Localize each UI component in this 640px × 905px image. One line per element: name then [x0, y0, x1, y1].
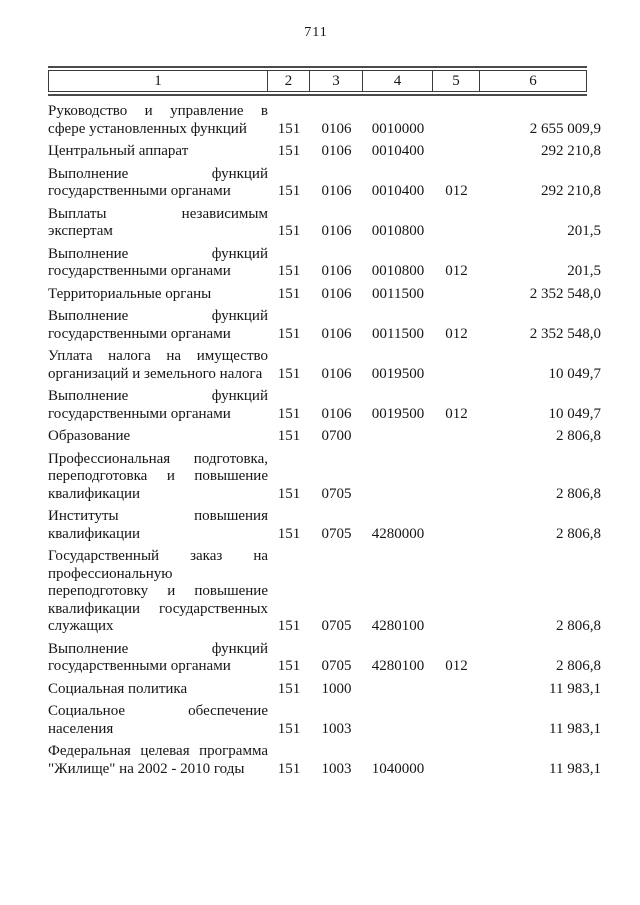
row-expense-type-code-cell: 012 [445, 183, 468, 199]
row-amount-cell: 2 655 009,9 [529, 120, 601, 137]
table-row [48, 543, 601, 636]
row-name-cell: Руководство и управление в сфере установленных функций [48, 103, 268, 137]
row-section-code-cell: 0705 [321, 525, 352, 542]
row-name-cell: Выплаты независимым экспертам [48, 205, 268, 239]
row-amount-cell: 292 210,8 [541, 183, 601, 199]
header-col-3: 3 [310, 70, 363, 92]
table-row [48, 698, 601, 738]
budget-table [48, 66, 601, 778]
row-name-cell: Социальное обеспечение населения [48, 703, 268, 737]
row-expense-type-code-cell: 012 [445, 325, 468, 342]
row-expense-type-code-cell [433, 138, 480, 161]
header-col-5: 5 [433, 70, 480, 92]
row-expense-type-code-cell: 012 [445, 263, 468, 279]
row-target-item-code-cell: 0010800 [371, 223, 425, 239]
row-target-item-code-cell: 4280100 [371, 658, 425, 674]
row-section-code-cell: 0705 [321, 485, 352, 502]
row-section-code-cell: 0106 [321, 183, 352, 199]
row-amount-cell: 11 983,1 [549, 760, 601, 777]
row-target-item-code-cell: 4280000 [371, 525, 425, 542]
table-row [48, 343, 601, 383]
row-target-item-code-cell: 0010400 [371, 183, 425, 199]
row-amount-cell: 2 806,8 [556, 525, 601, 542]
row-amount-cell: 201,5 [567, 223, 601, 239]
header-col-1: 1 [48, 70, 268, 92]
table-header-bottom-rule [48, 94, 587, 96]
row-section-code-cell: 0705 [321, 618, 352, 634]
row-target-item-code-cell: 0019500 [371, 405, 425, 422]
row-name-cell: Государственный заказ на профессиональную переподготовку и повышение квалификации государственных служащих [48, 548, 268, 634]
row-section-code-cell: 0106 [321, 405, 352, 422]
row-name-cell: Социальная политика [48, 680, 188, 697]
header-col-2: 2 [268, 70, 310, 92]
row-expense-type-code-cell [433, 676, 480, 699]
row-section-code-cell: 0106 [321, 143, 352, 159]
row-section-code-cell: 1003 [321, 760, 352, 777]
table-row [48, 303, 601, 343]
row-chapter-code-cell: 151 [277, 325, 301, 342]
row-expense-type-code-cell [433, 343, 480, 383]
row-chapter-code-cell: 151 [277, 120, 301, 137]
table-header-row [48, 70, 587, 92]
row-section-code-cell: 0705 [321, 658, 352, 674]
row-chapter-code-cell: 151 [277, 680, 301, 697]
row-name-cell: Институты повышения квалификации [48, 508, 268, 542]
table-row [48, 738, 601, 778]
table-row [48, 423, 601, 446]
row-chapter-code-cell: 151 [277, 618, 301, 634]
row-target-item-code-cell [363, 423, 433, 446]
row-expense-type-code-cell [433, 98, 480, 138]
row-target-item-code-cell: 0010000 [371, 120, 425, 137]
row-chapter-code-cell: 151 [277, 183, 301, 199]
row-chapter-code-cell: 151 [277, 760, 301, 777]
row-target-item-code-cell: 0010400 [371, 143, 425, 159]
row-chapter-code-cell: 151 [277, 485, 301, 502]
row-name-cell: Профессиональная подготовка, переподготовка и повышение квалификации [48, 450, 268, 502]
row-name-cell: Выполнение функций государственными органами [48, 245, 268, 279]
table-row [48, 636, 601, 676]
row-name-cell: Образование [48, 428, 131, 444]
row-amount-cell: 2 806,8 [556, 428, 601, 444]
row-section-code-cell: 1000 [321, 680, 352, 697]
table-top-rule [48, 66, 587, 68]
row-section-code-cell: 0106 [321, 263, 352, 279]
row-section-code-cell: 0106 [321, 120, 352, 137]
table-row [48, 161, 601, 201]
row-section-code-cell: 0106 [321, 223, 352, 239]
row-name-cell: Уплата налога на имущество организаций и земельного налога [48, 348, 268, 382]
row-name-cell: Выполнение функций государственными органами [48, 165, 268, 199]
row-chapter-code-cell: 151 [277, 428, 301, 444]
table-row [48, 138, 601, 161]
table-row [48, 446, 601, 504]
row-expense-type-code-cell [433, 201, 480, 241]
row-name-cell: Центральный аппарат [48, 143, 189, 159]
row-amount-cell: 10 049,7 [548, 405, 601, 422]
row-name-cell: Территориальные органы [48, 285, 212, 302]
row-expense-type-code-cell [433, 503, 480, 543]
row-amount-cell: 2 352 548,0 [529, 285, 601, 302]
row-amount-cell: 2 806,8 [556, 618, 601, 634]
row-target-item-code-cell [363, 676, 433, 699]
row-amount-cell: 10 049,7 [548, 365, 601, 382]
row-amount-cell: 11 983,1 [549, 680, 601, 697]
header-col-6: 6 [480, 70, 587, 92]
page-number: 711 [304, 25, 328, 40]
row-chapter-code-cell: 151 [277, 525, 301, 542]
row-expense-type-code-cell [433, 738, 480, 778]
table-row [48, 676, 601, 699]
row-expense-type-code-cell: 012 [445, 658, 468, 674]
row-section-code-cell: 0106 [321, 365, 352, 382]
row-section-code-cell: 0106 [321, 325, 352, 342]
row-section-code-cell: 0700 [321, 428, 352, 444]
row-target-item-code-cell: 0011500 [372, 325, 424, 342]
row-chapter-code-cell: 151 [277, 143, 301, 159]
row-chapter-code-cell: 151 [277, 285, 301, 302]
row-expense-type-code-cell: 012 [445, 405, 468, 422]
row-expense-type-code-cell [433, 543, 480, 636]
row-chapter-code-cell: 151 [277, 720, 301, 737]
row-target-item-code-cell [363, 446, 433, 504]
row-name-cell: Выполнение функций государственными органами [48, 388, 268, 422]
row-name-cell: Выполнение функций государственными органами [48, 640, 268, 674]
row-expense-type-code-cell [433, 698, 480, 738]
row-name-cell: Выполнение функций государственными органами [48, 308, 268, 342]
row-name-cell: Федеральная целевая программа "Жилище" на 2002 - 2010 годы [48, 743, 268, 777]
header-col-4: 4 [363, 70, 433, 92]
table-body [48, 98, 601, 778]
row-chapter-code-cell: 151 [277, 405, 301, 422]
table-row [48, 383, 601, 423]
row-target-item-code-cell: 0011500 [372, 285, 424, 302]
row-amount-cell: 292 210,8 [541, 143, 601, 159]
row-amount-cell: 11 983,1 [549, 720, 601, 737]
row-amount-cell: 2 352 548,0 [529, 325, 601, 342]
row-chapter-code-cell: 151 [277, 223, 301, 239]
table-row [48, 503, 601, 543]
table-row [48, 241, 601, 281]
row-target-item-code-cell: 0010800 [371, 263, 425, 279]
row-expense-type-code-cell [433, 281, 480, 304]
table-row [48, 281, 601, 304]
table-row [48, 201, 601, 241]
row-section-code-cell: 1003 [321, 720, 352, 737]
row-target-item-code-cell: 1040000 [371, 760, 425, 777]
row-section-code-cell: 0106 [321, 285, 352, 302]
row-chapter-code-cell: 151 [277, 365, 301, 382]
row-chapter-code-cell: 151 [277, 263, 301, 279]
row-amount-cell: 2 806,8 [556, 658, 601, 674]
row-expense-type-code-cell [433, 423, 480, 446]
row-target-item-code-cell: 0019500 [371, 365, 425, 382]
row-amount-cell: 201,5 [567, 263, 601, 279]
row-target-item-code-cell: 4280100 [371, 618, 425, 634]
table-row [48, 98, 601, 138]
row-chapter-code-cell: 151 [277, 658, 301, 674]
row-amount-cell: 2 806,8 [556, 485, 601, 502]
row-target-item-code-cell [363, 698, 433, 738]
row-expense-type-code-cell [433, 446, 480, 504]
